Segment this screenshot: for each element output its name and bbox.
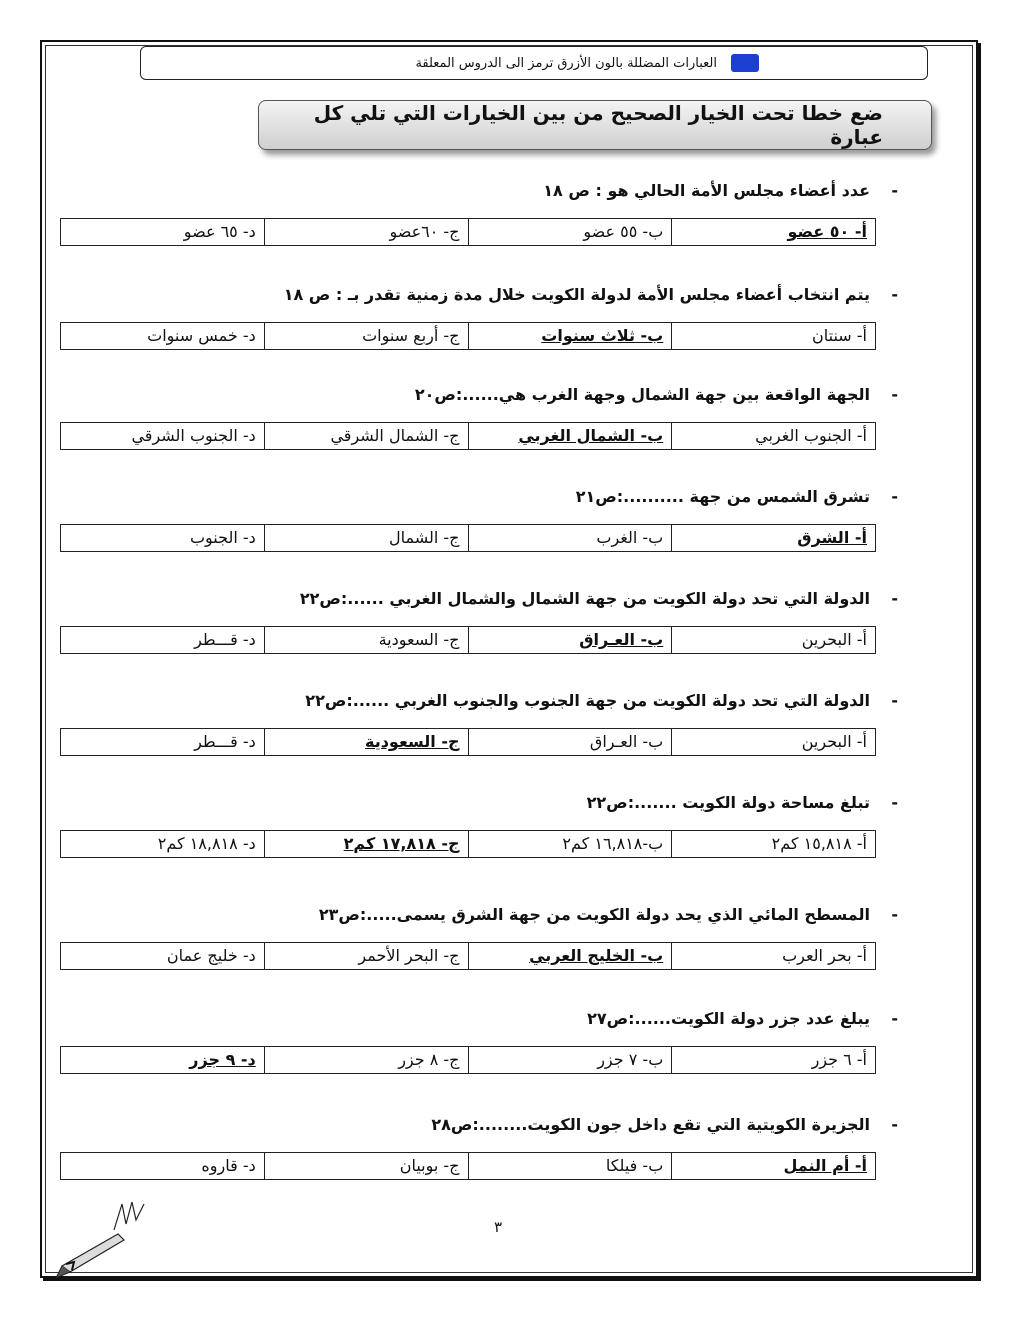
- answer-option-correct[interactable]: د- ٩ جزر: [189, 1050, 256, 1069]
- answer-option[interactable]: ب- الغرب: [468, 525, 672, 551]
- answer-option-correct[interactable]: ج- السعودية: [264, 729, 468, 755]
- legend-color-swatch: [731, 54, 759, 72]
- legend-box: [140, 46, 928, 80]
- answer-option[interactable]: د- الجنوب الشرقي: [131, 426, 256, 445]
- answer-option-correct[interactable]: أ- ٥٠ عضو: [671, 219, 875, 245]
- question-text: - المسطح المائي الذي يحد دولة الكويت من جهة الشرق يسمى.....:ص٢٣: [319, 900, 870, 930]
- question-text: - تشرق الشمس من جهة ..........:ص٢١: [576, 482, 870, 512]
- answer-option[interactable]: د- قـــطر: [194, 732, 256, 751]
- answer-option[interactable]: ب- العـراق: [468, 729, 672, 755]
- answer-options-row: [60, 626, 876, 654]
- question-text: - الدولة التي تحد دولة الكويت من جهة الجنوب والجنوب الغربي ......:ص٢٢: [305, 686, 870, 716]
- question-text: - الدولة التي تحد دولة الكويت من جهة الشمال والشمال الغربي ......:ص٢٢: [300, 584, 870, 614]
- signature-pen-icon: [52, 1200, 152, 1280]
- answer-option[interactable]: ج- البحر الأحمر: [264, 943, 468, 969]
- answer-option[interactable]: أ- بحر العرب: [671, 943, 875, 969]
- page-title: ضع خطا تحت الخيار الصحيح من بين الخيارات التي تلي كل عبارة: [313, 101, 883, 149]
- question-text: - الجزيرة الكويتية التي تقع داخل جون الكويت........:ص٢٨: [431, 1110, 870, 1140]
- answer-option[interactable]: د- الجنوب: [189, 528, 256, 547]
- answer-option[interactable]: ج- أربع سنوات: [264, 323, 468, 349]
- answer-option[interactable]: ب- فيلكا: [468, 1153, 672, 1179]
- answer-option-correct[interactable]: ب- ثلاث سنوات: [468, 323, 672, 349]
- answer-options-row: [60, 422, 876, 450]
- question-text: - يتم انتخاب أعضاء مجلس الأمة لدولة الكويت خلال مدة زمنية تقدر بـ : ص ١٨: [284, 280, 870, 310]
- answer-option[interactable]: أ- البحرين: [671, 627, 875, 653]
- question-text: - الجهة الواقعة بين جهة الشمال وجهة الغرب هي......:ص٢٠: [415, 380, 870, 410]
- answer-option-correct[interactable]: ج- ١٧,٨١٨ كم٢: [264, 831, 468, 857]
- answer-options-row: [60, 1152, 876, 1180]
- legend-text: العبارات المضللة بالون الأزرق ترمز الى الدروس المعلقة: [415, 55, 717, 71]
- answer-option-correct[interactable]: ب- الشمال الغربي: [468, 423, 672, 449]
- answer-options-row: [60, 218, 876, 246]
- answer-options-row: [60, 830, 876, 858]
- answer-option-correct[interactable]: ب- العـراق: [468, 627, 672, 653]
- answer-option[interactable]: د- ١٨,٨١٨ كم٢: [157, 834, 256, 853]
- title-banner: [258, 100, 932, 150]
- answer-option[interactable]: ج- ٨ جزر: [264, 1047, 468, 1073]
- answer-options-row: [60, 728, 876, 756]
- question-text: - تبلغ مساحة دولة الكويت .......:ص٢٢: [587, 788, 870, 818]
- answer-option[interactable]: ج- السعودية: [264, 627, 468, 653]
- answer-options-row: [60, 942, 876, 970]
- answer-option-correct[interactable]: أ- أم النمل: [671, 1153, 875, 1179]
- answer-options-row: [60, 322, 876, 350]
- answer-option[interactable]: أ- ١٥,٨١٨ كم٢: [671, 831, 875, 857]
- answer-option[interactable]: أ- البحرين: [671, 729, 875, 755]
- answer-option[interactable]: د- قـــطر: [194, 630, 256, 649]
- page-number: ٣: [494, 1218, 503, 1236]
- answer-option[interactable]: د- ٦٥ عضو: [183, 222, 256, 241]
- answer-option[interactable]: ج- الشمال: [264, 525, 468, 551]
- question-text: - عدد أعضاء مجلس الأمة الحالي هو : ص ١٨: [543, 176, 870, 206]
- answer-option[interactable]: ب- ٧ جزر: [468, 1047, 672, 1073]
- answer-option[interactable]: د- خليج عمان: [166, 946, 256, 965]
- question-text: - يبلغ عدد جزر دولة الكويت......:ص٢٧: [587, 1004, 870, 1034]
- answer-option[interactable]: ج- ٦٠عضو: [264, 219, 468, 245]
- answer-option[interactable]: ب-١٦,٨١٨ كم٢: [468, 831, 672, 857]
- answer-option[interactable]: ب- ٥٥ عضو: [468, 219, 672, 245]
- answer-option[interactable]: أ- ٦ جزر: [671, 1047, 875, 1073]
- answer-options-row: [60, 1046, 876, 1074]
- answer-option[interactable]: د- قاروه: [201, 1156, 256, 1175]
- answer-option-correct[interactable]: ب- الخليج العربي: [468, 943, 672, 969]
- answer-option[interactable]: ج- بوبيان: [264, 1153, 468, 1179]
- answer-option[interactable]: ج- الشمال الشرقي: [264, 423, 468, 449]
- answer-option[interactable]: أ- سنتان: [671, 323, 875, 349]
- answer-option-correct[interactable]: أ- الشرق: [671, 525, 875, 551]
- answer-options-row: [60, 524, 876, 552]
- answer-option[interactable]: د- خمس سنوات: [147, 326, 256, 345]
- answer-option[interactable]: أ- الجنوب الغربي: [671, 423, 875, 449]
